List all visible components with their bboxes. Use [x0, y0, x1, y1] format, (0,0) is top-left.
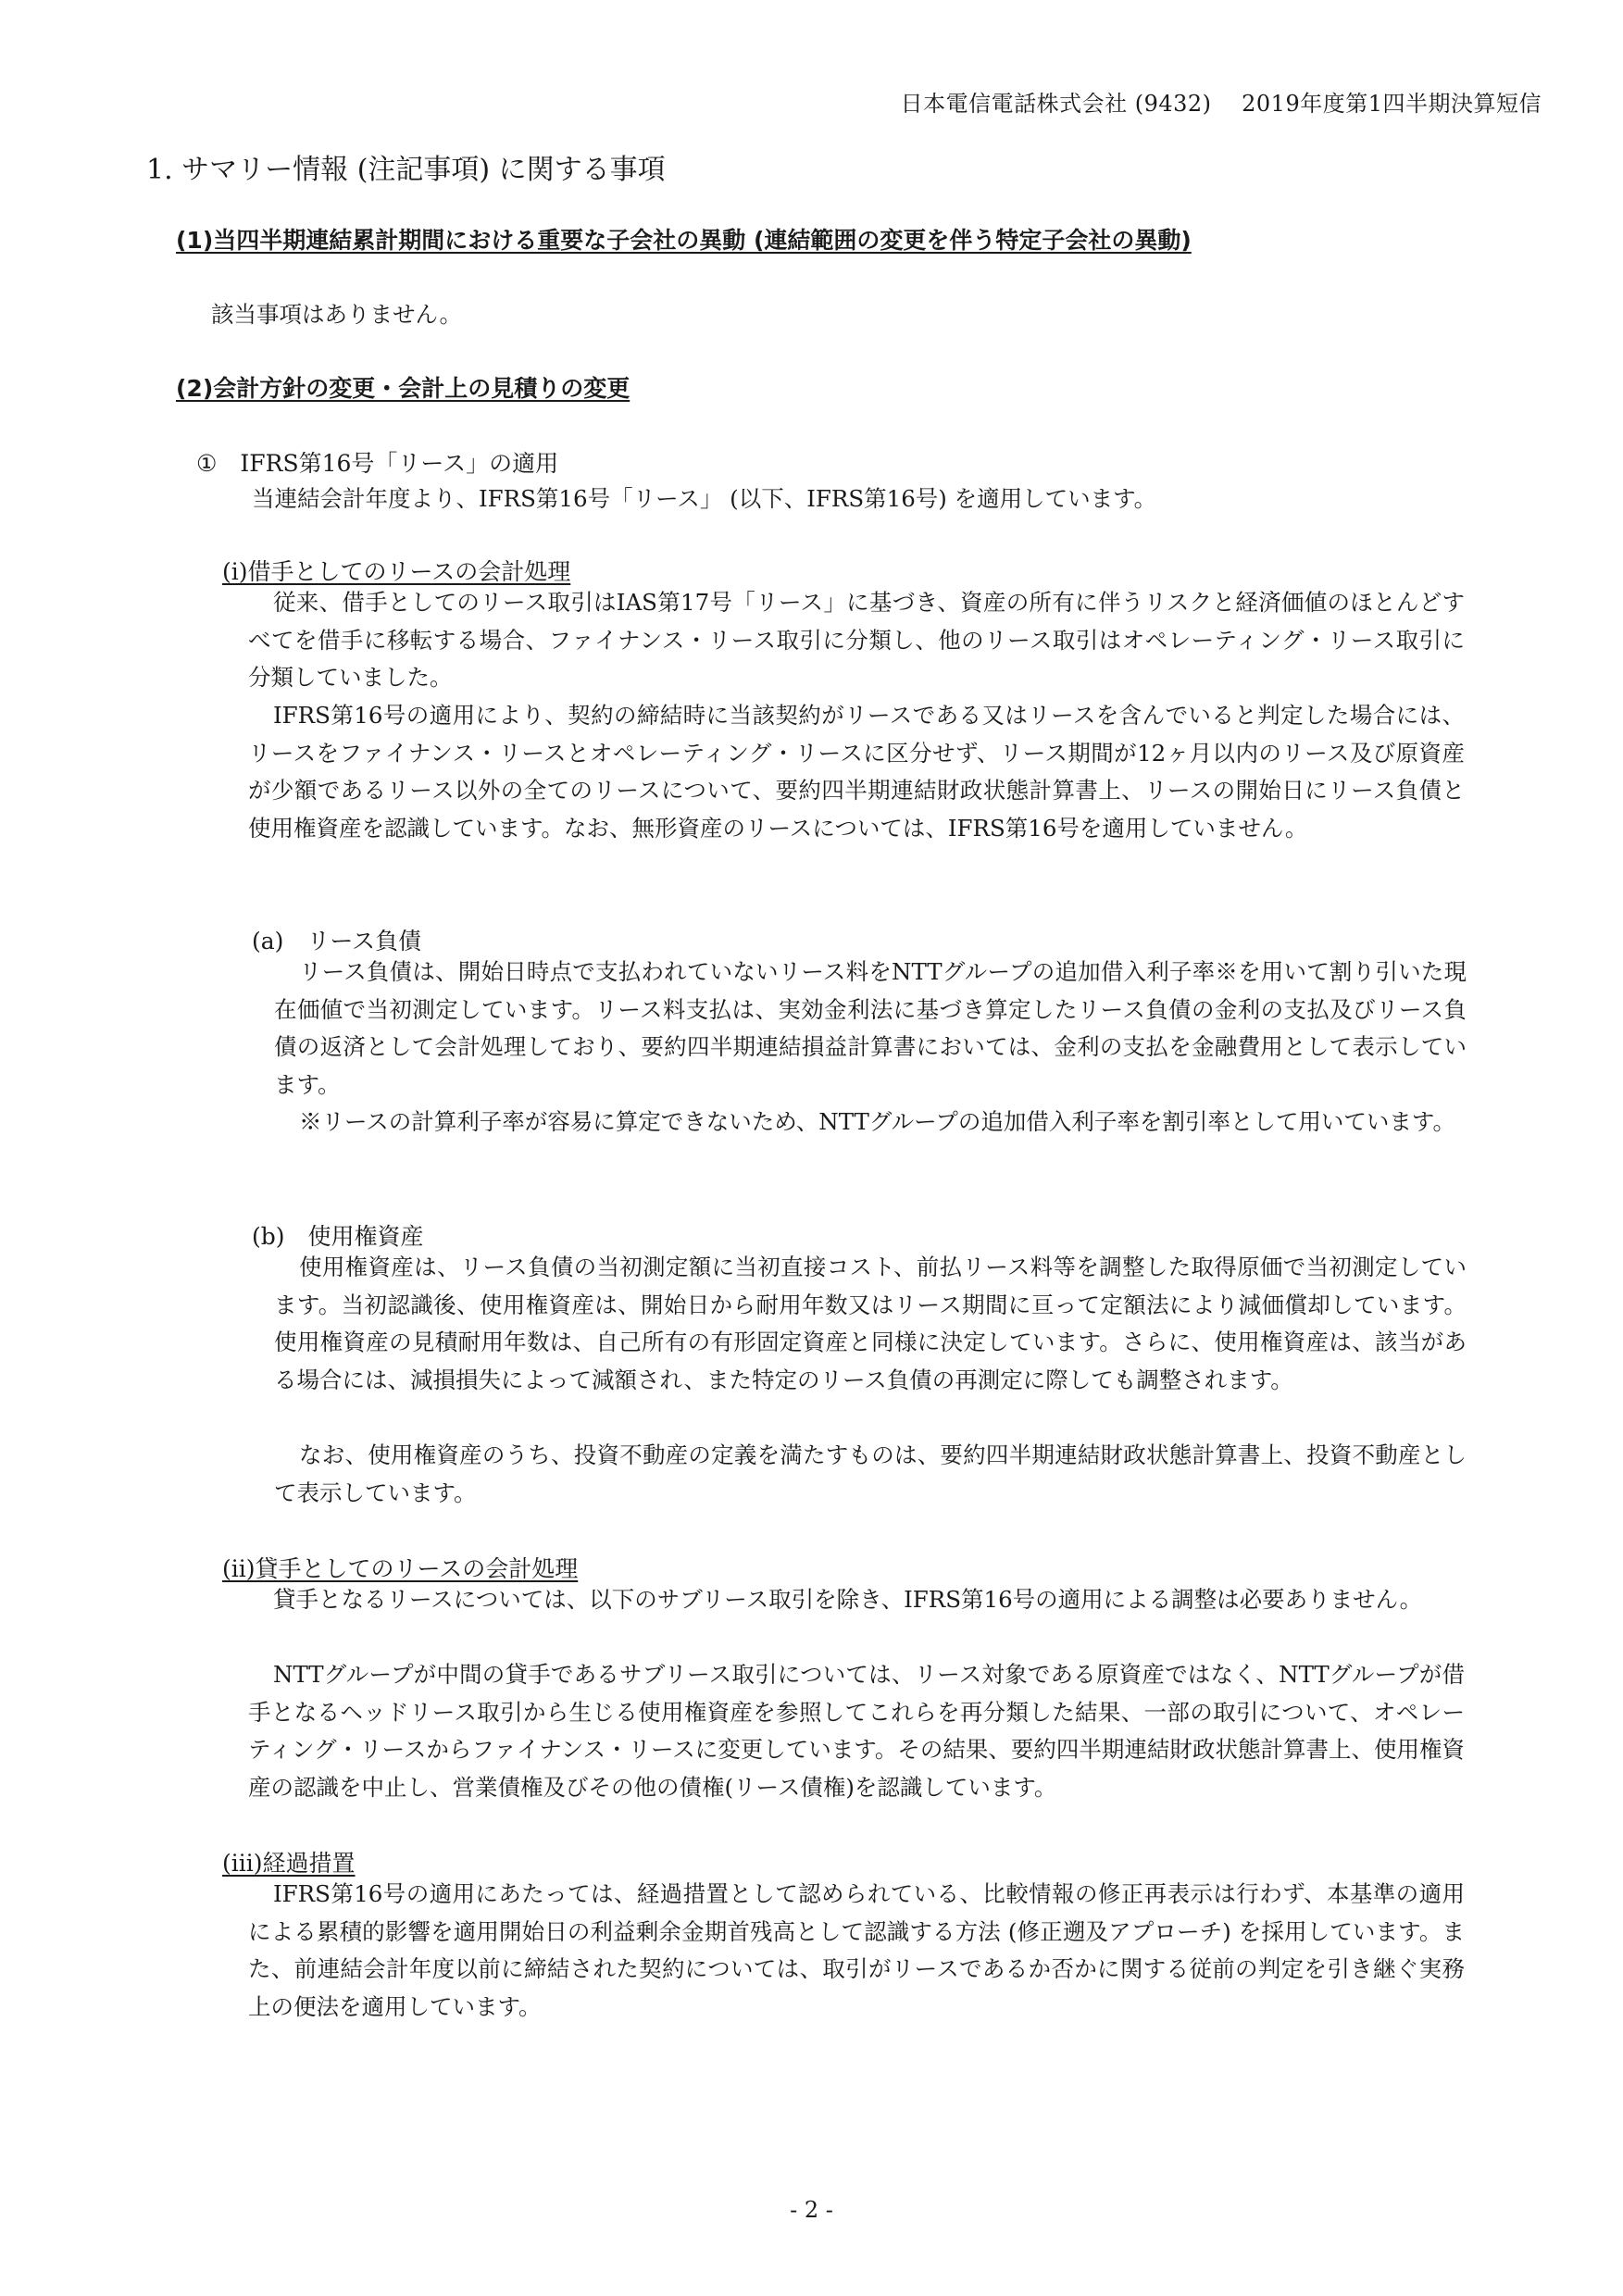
subsection-1-text: 該当事項はありません。	[211, 301, 462, 328]
right-of-use-paragraph-2: なお、使用権資産のうち、投資不動産の定義を満たすものは、要約四半期連結財政状態計算書上、投資不動産として表示しています。	[274, 1441, 1467, 1506]
item-1-label: ① IFRS第16号「リース」の適用	[196, 450, 559, 477]
lessee-paragraph-2: IFRS第16号の適用により、契約の締結時に当該契約がリースである又はリースを含んでいると判定した場合には、リースをファイナンス・リースとオペレーティング・リースに区分せず、リース期間が12ヶ月以内のリース及び原資産が少額であるリース以外の全てのリースについて、要約四半期連結財政状態計算書上、リースの開始日にリース負債と使用権資産を認識しています。なお、無形資産のリースについては、IFRS第16号を適用していません。	[248, 702, 1465, 842]
page-number: - 2 -	[790, 2197, 833, 2223]
subsection-1-title: (1)当四半期連結累計期間における重要な子会社の異動 (連結範囲の変更を伴う特定子会社の異動)	[176, 227, 1192, 254]
right-of-use-paragraph-1: 使用権資産は、リース負債の当初測定額に当初直接コスト、前払リース料等を調整した取得原価で当初測定しています。当初認識後、使用権資産は、開始日から耐用年数又はリース期間に亘って定額法により減価償却しています。使用権資産の見積耐用年数は、自己所有の有形固定資産と同様に決定しています。さらに、使用権資産は、該当がある場合には、減損損失によって減額され、また特定のリース負債の再測定に際しても調整されます。	[274, 1254, 1467, 1393]
subsection-2-title: (2)会計方針の変更・会計上の見積りの変更	[176, 375, 630, 402]
transition-heading: (iii)経過措置	[222, 1850, 356, 1877]
lease-liability-paragraph: リース負債は、開始日時点で支払われていないリース料をNTTグループの追加借入利子率※を用いて割り引いた現在価値で当初測定しています。リース料支払は、実効金利法に基づき算定したリース負債の金利の支払及びリース負債の返済として会計処理しており、要約四半期連結損益計算書においては、金利の支払を金融費用として表示しています。	[274, 958, 1467, 1098]
right-of-use-label: (b) 使用権資産	[252, 1223, 424, 1250]
lessee-heading: (i)借手としてのリースの会計処理	[222, 558, 571, 585]
item-1-text: 当連結会計年度より、IFRS第16号「リース」 (以下、IFRS第16号) を適用しています。	[252, 485, 1157, 512]
lessor-heading: (ii)貸手としてのリースの会計処理	[222, 1555, 579, 1582]
lessee-paragraph-1: 従来、借手としてのリース取引はIAS第17号「リース」に基づき、資産の所有に伴うリスクと経済価値のほとんどすべてを借手に移転する場合、ファイナンス・リース取引に分類し、他のリース取引はオペレーティング・リース取引に分類していました。	[248, 589, 1465, 691]
lessor-paragraph-2: NTTグループが中間の貸手であるサブリース取引については、リース対象である原資産ではなく、NTTグループが借手となるヘッドリース取引から生じる使用権資産を参照してこれらを再分類した結果、一部の取引について、オペレーティング・リースからファイナンス・リースに変更しています。その結果、要約四半期連結財政状態計算書上、使用権資産の認識を中止し、営業債権及びその他の債権(リース債権)を認識しています。	[248, 1661, 1465, 1801]
transition-paragraph: IFRS第16号の適用にあたっては、経過措置として認められている、比較情報の修正再表示は行わず、本基準の適用による累積的影響を適用開始日の利益剰余金期首残高として認識する方法 (修正遡及アプローチ) を採用しています。また、前連結会計年度以前に締結された契約については、取引がリースであるか否かに関する従前の判定を引き継ぐ実務上の便法を適用しています。	[248, 1880, 1465, 2020]
document-header: 日本電信電話株式会社 (9432) 2019年度第1四半期決算短信	[900, 91, 1542, 117]
lease-liability-note: ※リースの計算利子率が容易に算定できないため、NTTグループの追加借入利子率を割引率として用いています。	[299, 1108, 1455, 1135]
lessor-paragraph-1: 貸手となるリースについては、以下のサブリース取引を除き、IFRS第16号の適用による調整は必要ありません。	[273, 1586, 1423, 1613]
section-title: 1. サマリー情報 (注記事項) に関する事項	[146, 154, 666, 186]
lease-liability-label: (a) リース負債	[252, 928, 422, 955]
